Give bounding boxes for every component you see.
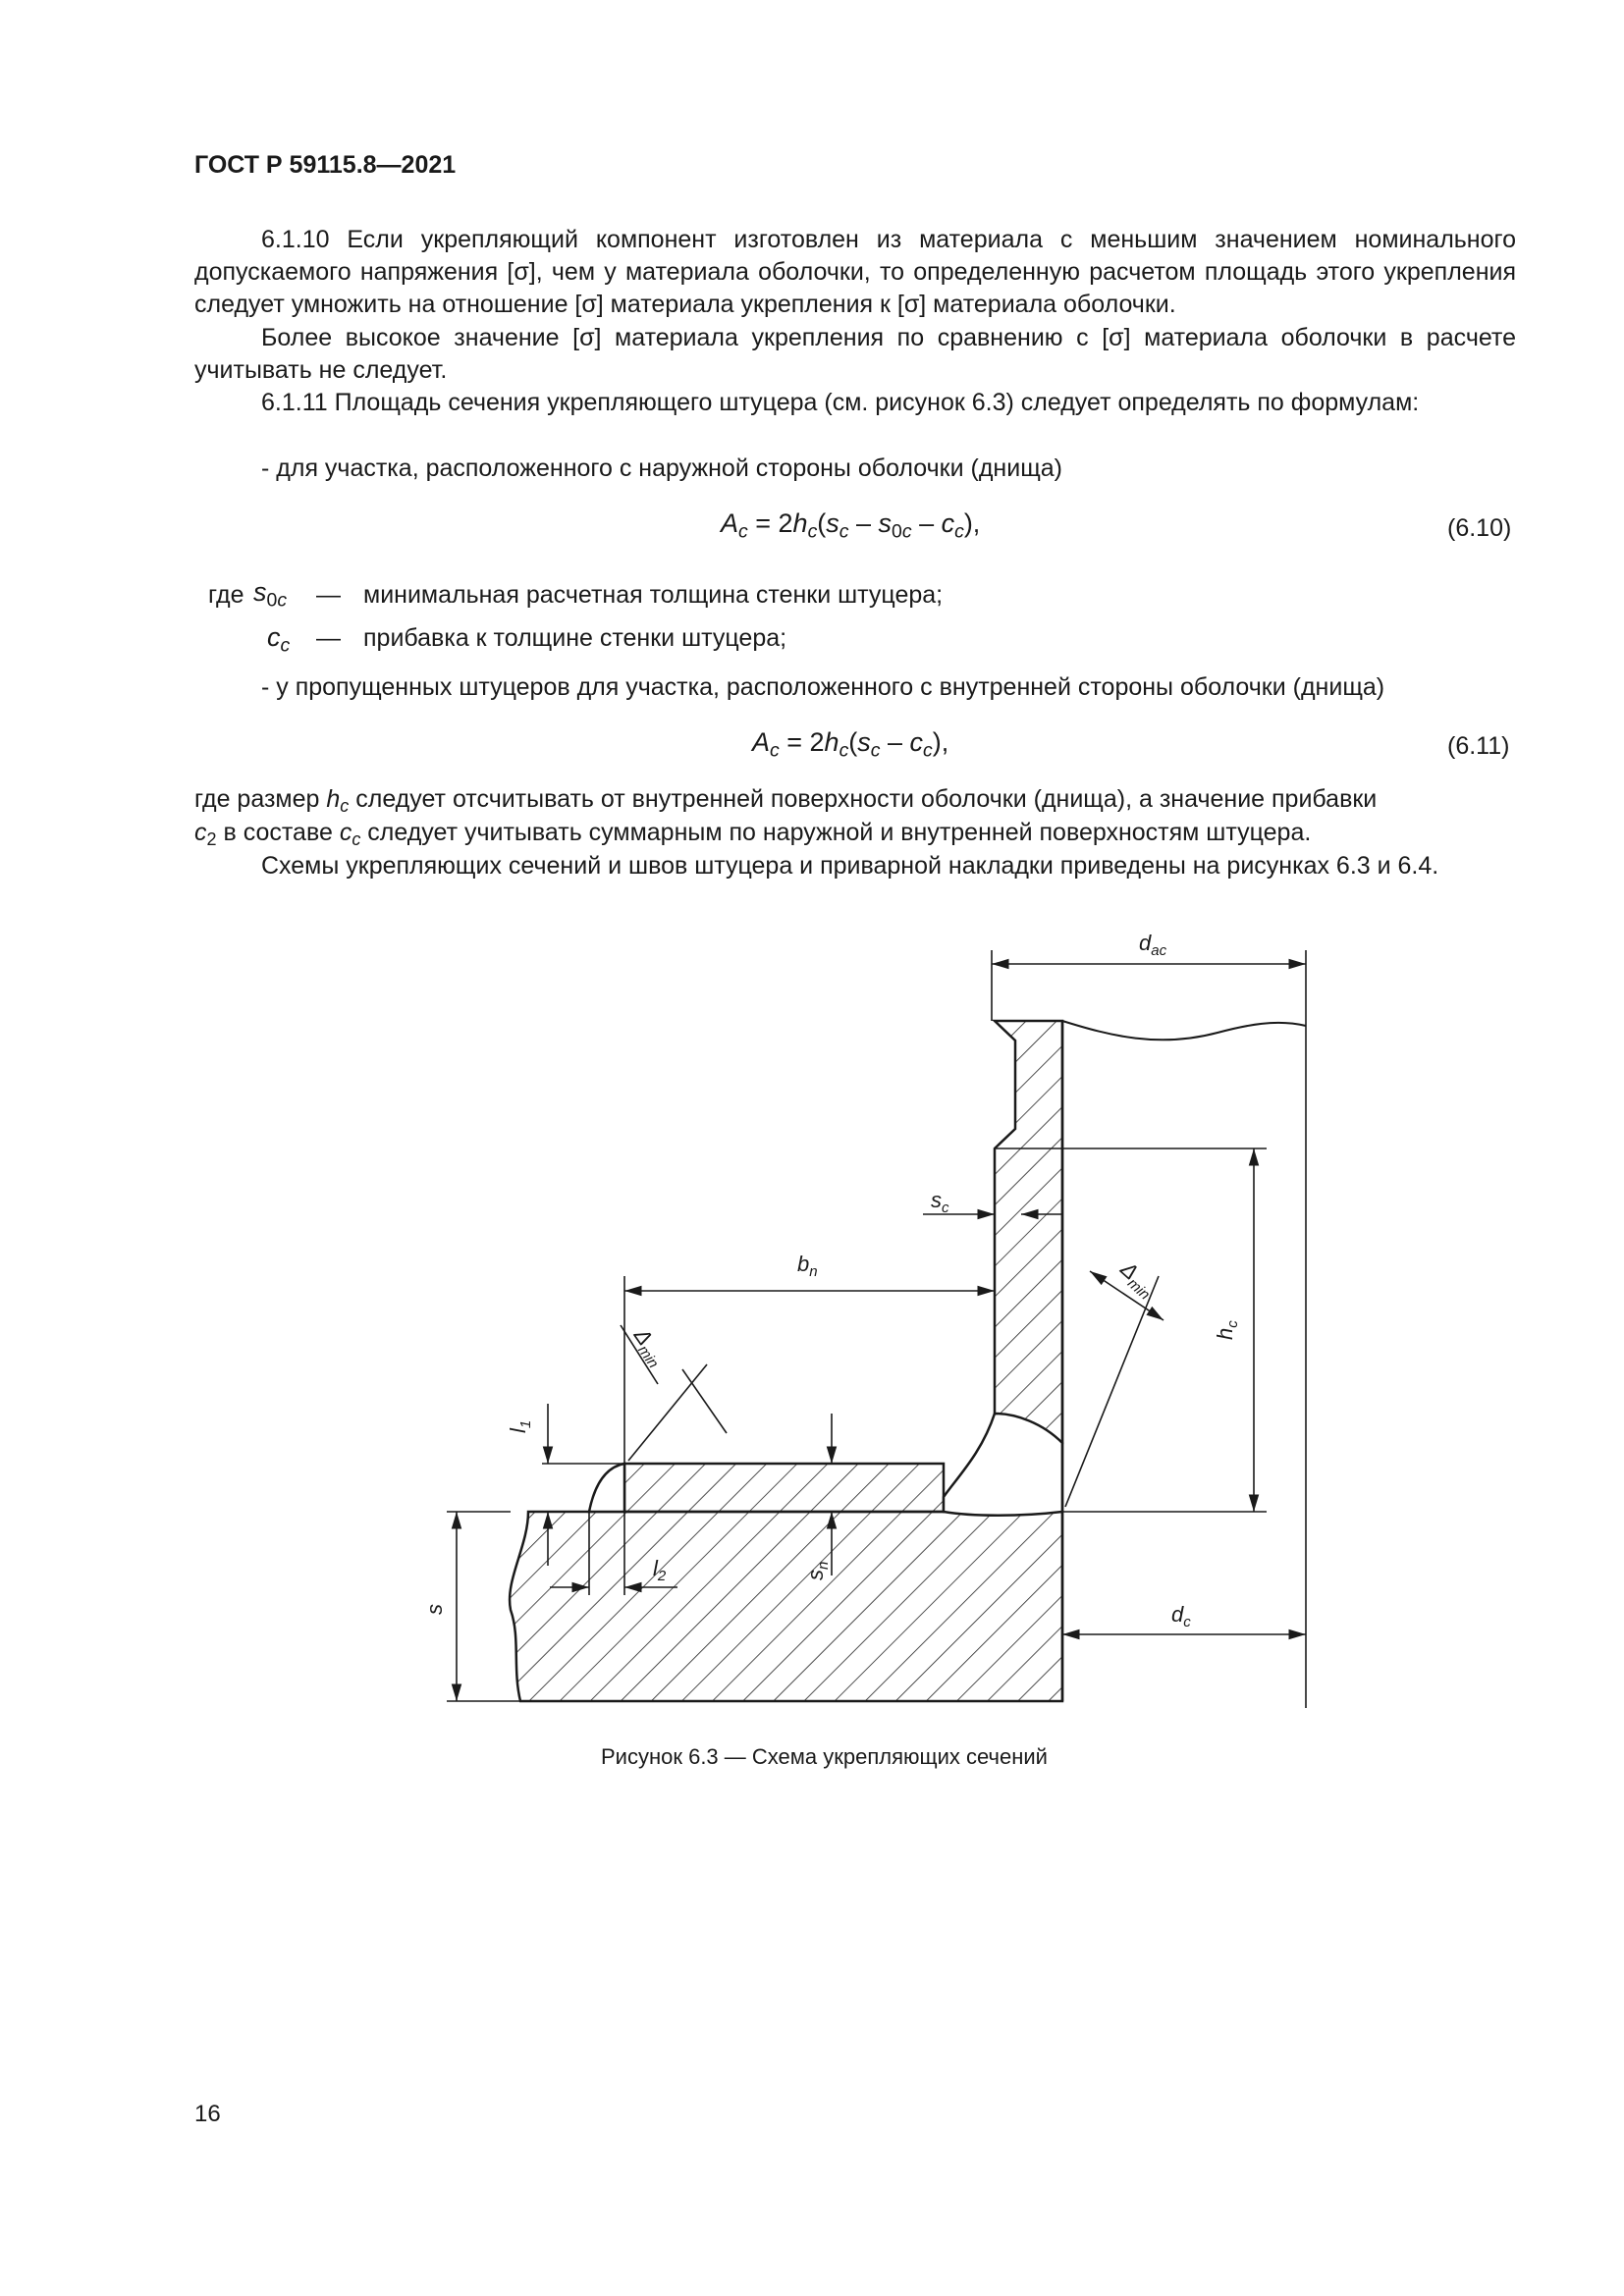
paragraph-6-1-10: 6.1.10 Если укрепляющий компонент изготовлен из материала с меньшим значением номинального допускаемого напряжения [σ], чем у материала оболочки, то определенную расчетом площадь этого укрепления следует умножить на отношение [σ] материала укрепления к [σ] материала оболочки. [194,226,1516,318]
label-l-2: $l_2$ [653,1556,667,1584]
definition-text-s0c: минимальная расчетная толщина стенки штуцера; [363,581,944,609]
label-b-n: $b_n$ [797,1252,818,1280]
page-number: 16 [194,2101,221,2127]
document-header: ГОСТ Р 59115.8—2021 [194,151,457,179]
label-delta-min-left: $\Delta_{min}$ [628,1323,662,1372]
label-l-1: $l_1$ [506,1419,534,1433]
label-d-c: $d_c$ [1171,1602,1191,1630]
formula-6-10: $A_c = 2h_c(s_c - s_{0c} - c_c)$, [721,508,981,543]
formula-6-11-number: (6.11) [1447,732,1510,760]
reinforcing-pad [624,1464,944,1512]
paragraph-hc-line1: где размер $h_c$ следует отсчитывать от внутренней поверхности оболочки (днища), а значение прибавки [194,785,1378,817]
figure-caption: Рисунок 6.3 — Схема укрепляющих сечений [601,1744,1048,1769]
formula-6-10-number: (6.10) [1447,514,1512,542]
paragraph-schemes: Схемы укрепляющих сечений и швов штуцера и приварной накладки приведены на рисунках 6.3 и 6.4. [261,852,1439,880]
paragraph-higher-value: Более высокое значение [σ] материала укрепления по сравнению с [σ] материала оболочки в расчете учитывать не следует. [194,324,1516,384]
label-d-ac: $d_{ac}$ [1139,931,1167,959]
definition-text-cc: прибавка к толщине стенки штуцера; [363,624,787,652]
definition-symbol-s0c: $s_{0c}$ [253,577,288,612]
definition-symbol-cc: $c_c$ [267,622,291,657]
outer-contour-lines [1062,1021,1306,1701]
label-s-c: $s_c$ [931,1188,949,1216]
definition-where: где [208,581,244,609]
paragraph-outer-section: - для участка, расположенного с наружной стороны оболочки (днища) [261,454,1063,482]
label-h-c: $h_c$ [1213,1320,1241,1340]
paragraph-6-1-11: 6.1.11 Площадь сечения укрепляющего штуцера (см. рисунок 6.3) следует определять по формулам: [261,389,1420,416]
paragraph-hc-line2: $c_2$ в составе $c_c$ следует учитывать суммарным по наружной и внутренней поверхностям штуцера. [194,819,1312,850]
formula-6-11: $A_c = 2h_c(s_c - c_c)$, [752,727,949,762]
label-s: s [422,1604,447,1615]
label-s-n: $s_n$ [803,1561,832,1580]
definition-dash-1: — [316,581,341,609]
definition-dash-2: — [316,624,341,652]
label-delta-min-right: $\Delta_{min}$ [1115,1256,1154,1304]
paragraph-inner-section: - у пропущенных штуцеров для участка, расположенного с внутренней стороны оболочки (днища) [261,673,1385,701]
shell-section [510,1512,1062,1701]
nozzle-wall [995,1021,1062,1443]
